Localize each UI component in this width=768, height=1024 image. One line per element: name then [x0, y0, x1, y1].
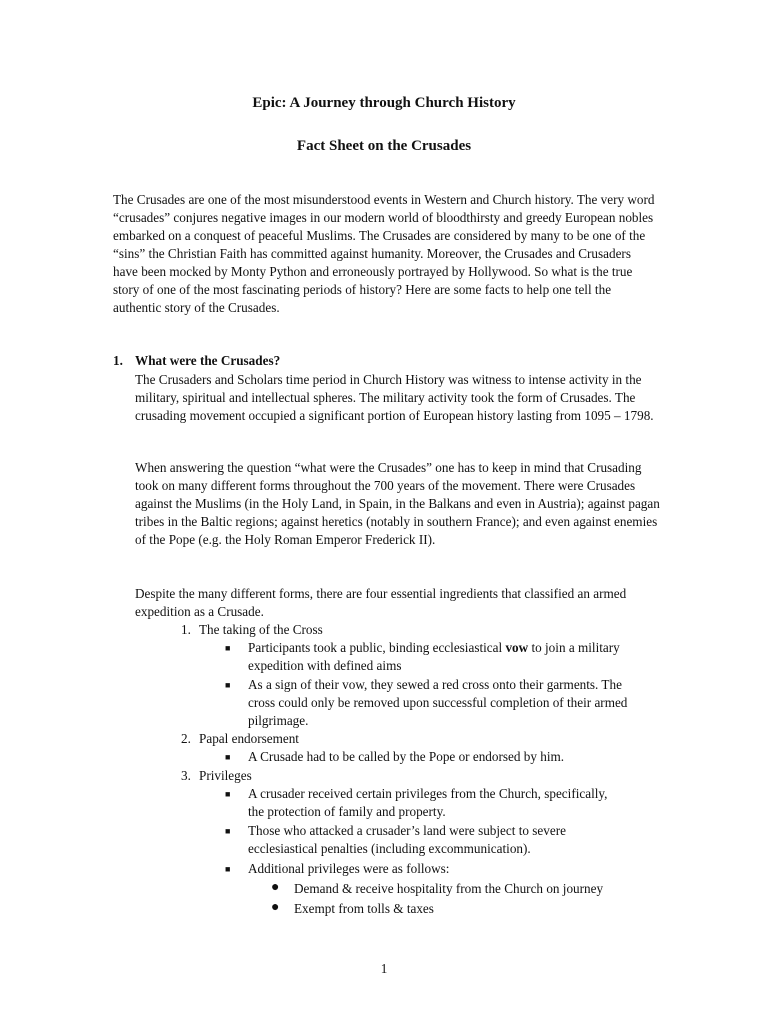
section-paragraph-2: When answering the question “what were the Crusades” one has to keep in mind that Crusading took on many different forms throughout the 700 years of the movement. There were Crusades against the Muslims (in the Holy Land, in Spain, in the Balkans and even in Austria); against pagan tribes in the Baltic regions; against heretics (notably in southern France); and even against enemies of the Pope (e.g. the Holy Roman Emperor Frederick II).: [135, 460, 660, 547]
bullet-item: [225, 785, 613, 821]
section-paragraph-3: Despite the many different forms, there are four essential ingredients that classified an armed expedition as a Crusade.: [135, 586, 627, 619]
section-heading: [113, 353, 280, 369]
square-bullet-icon: ■: [225, 789, 231, 799]
bullet-bold-text: vow: [505, 640, 529, 655]
bullet-item: [225, 639, 633, 675]
bullet-text: A crusader received certain privileges from the Church, specifically, the protection of family and property.: [248, 786, 608, 819]
bullet-text: Additional privileges were as follows:: [248, 861, 450, 876]
intro-paragraph: The Crusades are one of the most misunderstood events in Western and Church history. The very word “crusades” conjures negative images in our modern world of bloodthirsty and greedy European nobles embarked on a conquest of peaceful Muslims. The Crusades are considered by many to be one of the “sins” the Christian Faith has committed against humanity. Moreover, the Crusades and Crusaders have been mocked by Monty Python and erroneously portrayed by Hollywood. So what is the true story of one of the most fascinating periods of history? Here are some facts to help one tell the authentic story of the Crusades.: [113, 192, 655, 315]
list-item-3: [181, 767, 252, 785]
list-item-number: 2.: [181, 731, 191, 746]
list-item-number: 3.: [181, 768, 191, 783]
square-bullet-icon: ■: [225, 826, 231, 836]
section-number: 1.: [113, 353, 123, 368]
sub-bullet-text: Exempt from tolls & taxes: [294, 901, 434, 916]
list-item-label: Papal endorsement: [199, 731, 299, 746]
bullet-item: [225, 748, 648, 766]
section-title: What were the Crusades?: [135, 353, 281, 368]
bullet-text: to join a military expedition with defined aims: [248, 640, 620, 673]
square-bullet-icon: ■: [225, 643, 231, 653]
round-bullet-icon: ●: [271, 900, 280, 915]
bullet-text: As a sign of their vow, they sewed a red cross onto their garments. The cross could only be removed upon successful completion of their armed pilgrimage.: [248, 677, 628, 728]
bullet-item: [225, 676, 648, 730]
list-item-number: 1.: [181, 622, 191, 637]
bullet-item: [225, 822, 633, 858]
round-bullet-icon: ●: [271, 880, 280, 895]
document-title: Epic: A Journey through Church History: [252, 95, 516, 111]
bullet-text: Participants took a public, binding ecclesiastical: [248, 640, 506, 655]
bullet-text: Those who attacked a crusader’s land were subject to severe ecclesiastical penalties (including excommunication).: [248, 823, 566, 856]
sub-bullet-text: Demand & receive hospitality from the Church on journey: [294, 881, 604, 896]
square-bullet-icon: ■: [225, 752, 231, 762]
section-paragraph-1: The Crusaders and Scholars time period in Church History was witness to intense activity in the military, spiritual and intellectual spheres. The military activity took the form of Crusades. The crusading movement occupied a significant portion of European history lasting from 1095 – 1798.: [135, 372, 654, 423]
square-bullet-icon: ■: [225, 680, 231, 690]
document-subtitle: Fact Sheet on the Crusades: [296, 138, 472, 154]
list-item-label: The taking of the Cross: [199, 622, 323, 637]
bullet-text: A Crusade had to be called by the Pope or endorsed by him.: [248, 749, 565, 764]
sub-bullet-item: [271, 900, 674, 918]
sub-bullet-item: [271, 880, 674, 898]
list-item-1: [181, 621, 323, 639]
list-item-label: Privileges: [199, 768, 252, 783]
page-number: 1: [380, 961, 388, 976]
square-bullet-icon: ■: [225, 864, 231, 874]
list-item-2: [181, 730, 299, 748]
bullet-item: [225, 860, 648, 878]
